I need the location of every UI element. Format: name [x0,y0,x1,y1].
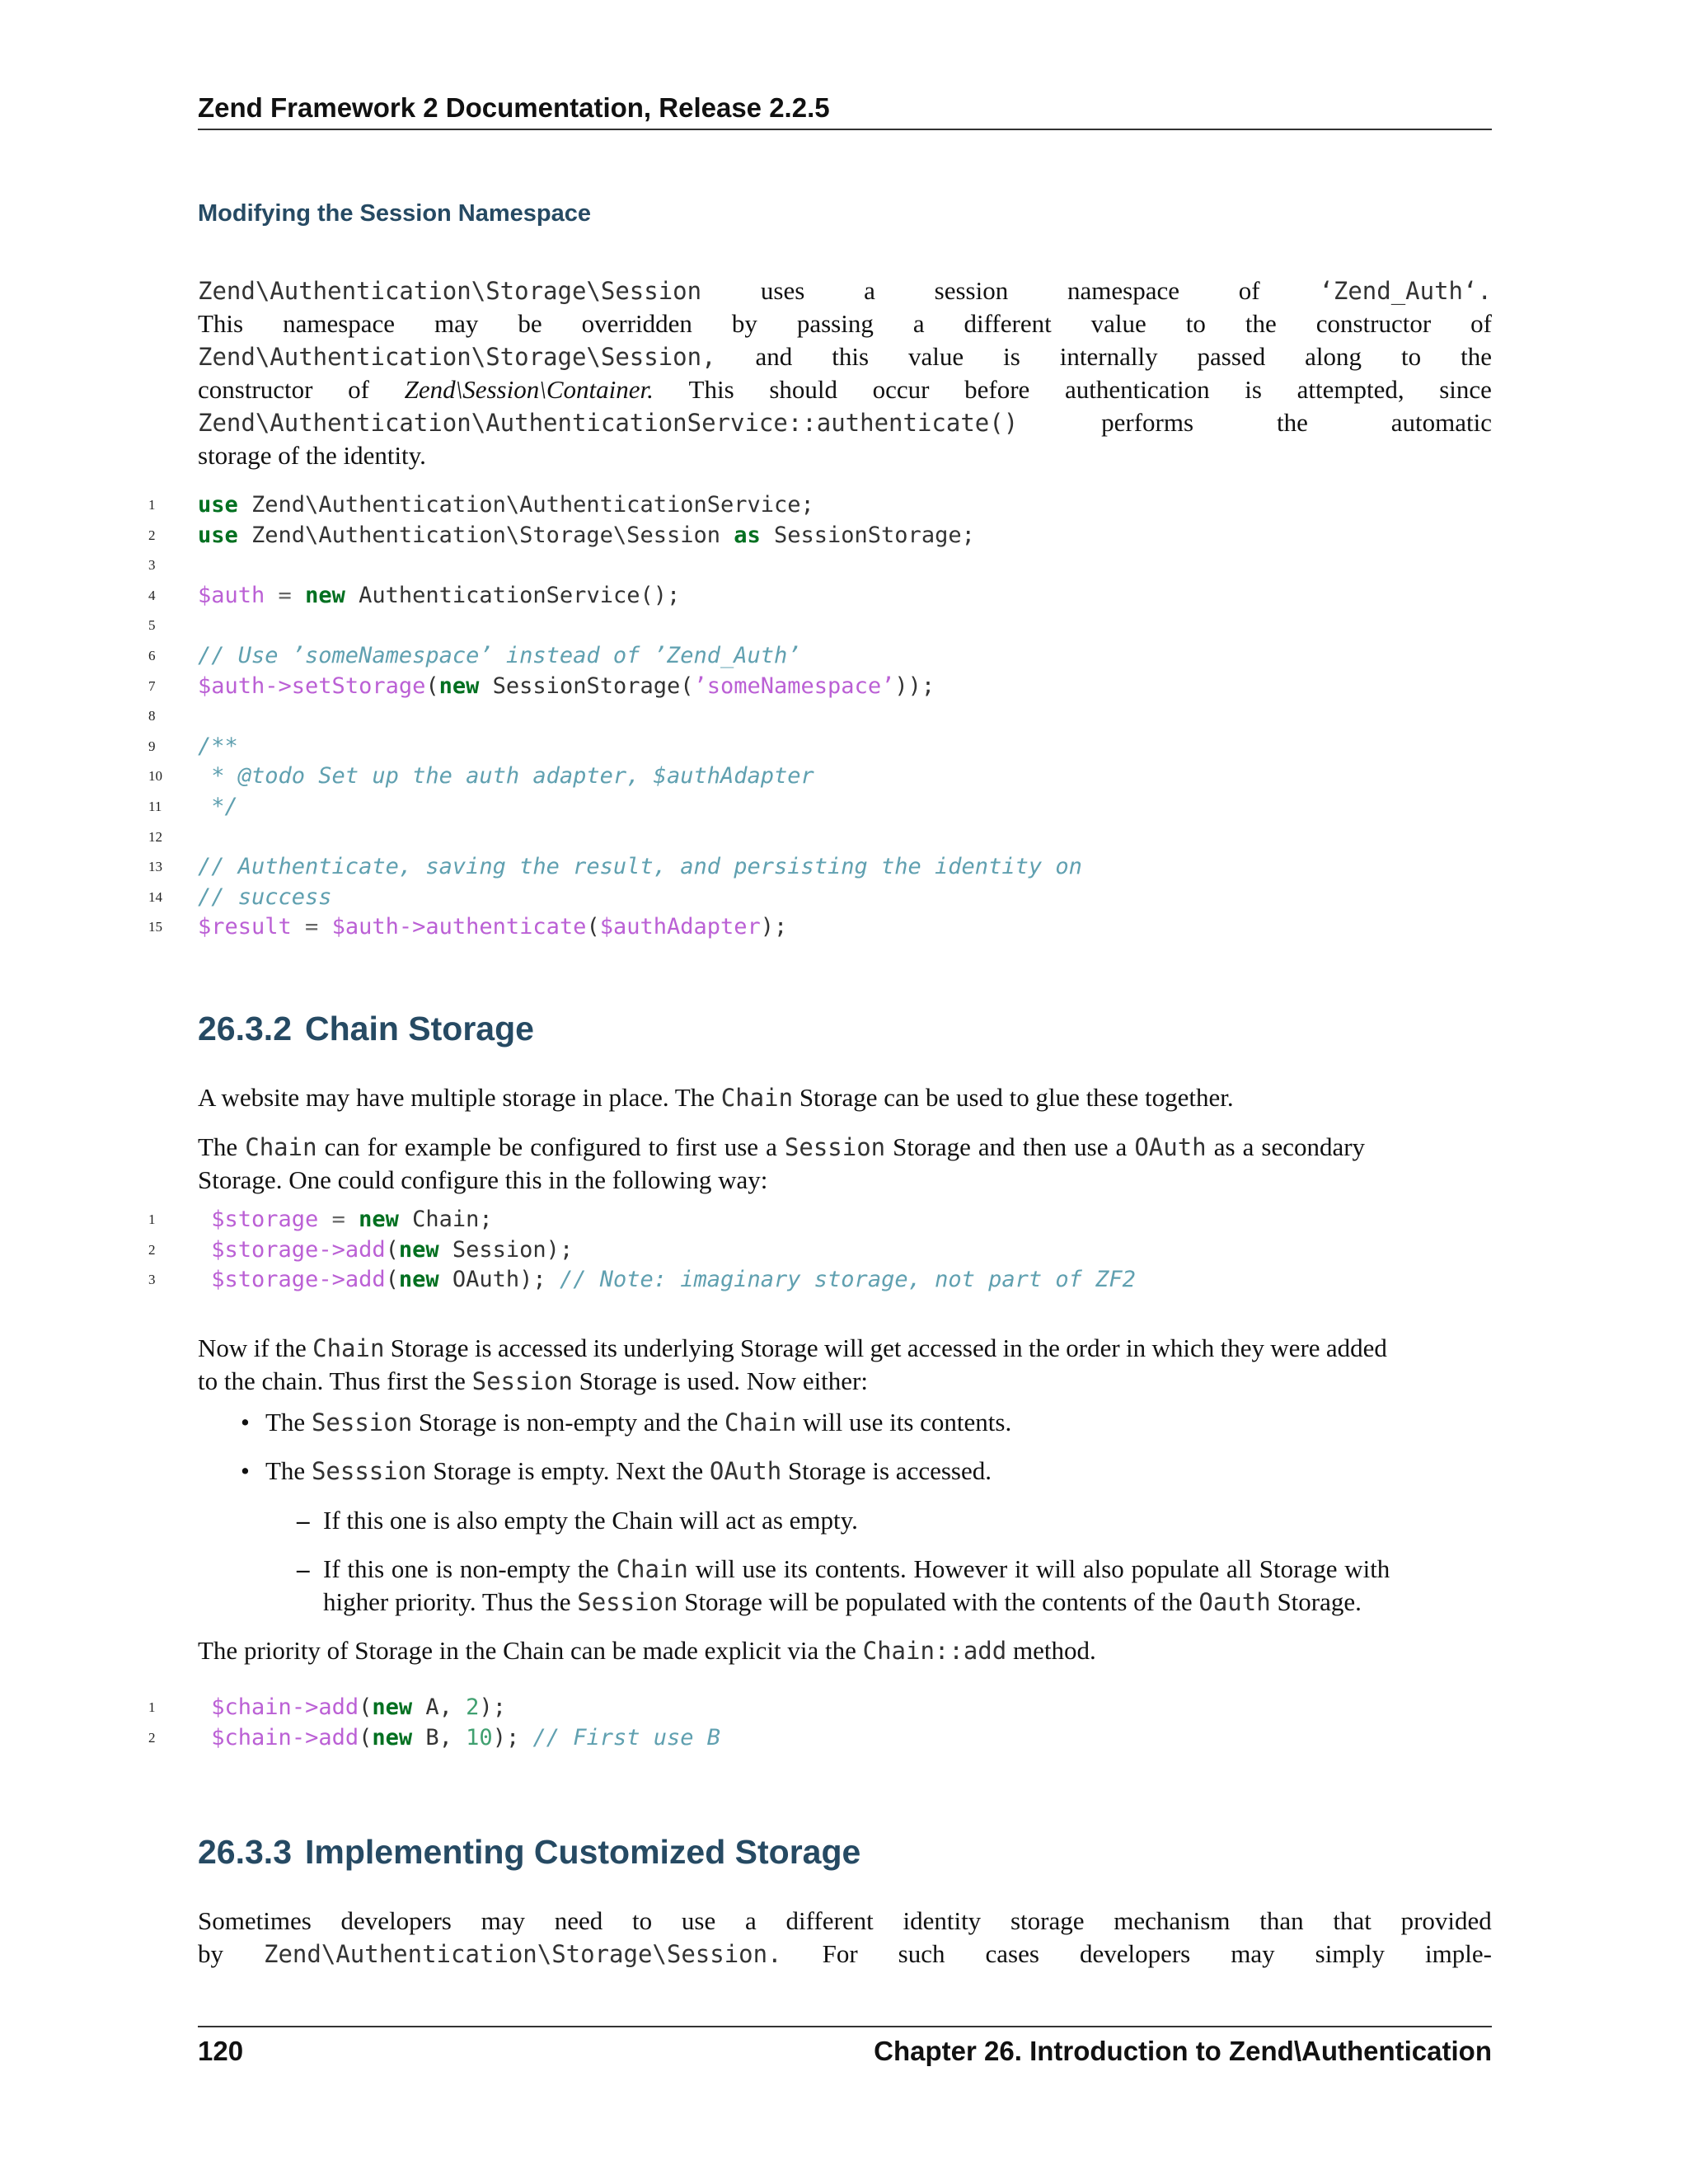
code-line [148,1693,1492,1723]
word: Sometimes [198,1906,312,1935]
keyword: new [372,1694,413,1720]
word: overridden [581,309,692,338]
word: passed [1197,342,1266,371]
word: by [198,1939,223,1968]
variable: $chain [211,1694,292,1720]
text: If this one is also empty the Chain will act as empty. [323,1506,858,1535]
list-item [241,1406,1492,1439]
paragraph-chain-access-order [198,1332,1492,1398]
word: passing [796,309,874,338]
word: be [518,309,542,338]
paragraph-line [198,1131,1492,1164]
list-item-nested [297,1553,1492,1619]
paragraph-line-4 [198,373,1492,406]
keyword: new [359,1207,399,1232]
bullet-icon: • [241,1456,250,1485]
line-number: 7 [148,677,156,694]
keyword: new [438,673,480,699]
word: developers [1079,1939,1191,1968]
code-text: ); [492,1724,520,1750]
code-text: Zend\Authentication\AuthenticationService; [237,492,814,518]
keyword: new [398,1267,439,1293]
code-text: Session); [438,1236,574,1263]
text: Now if the [198,1333,313,1362]
word: simply [1315,1939,1386,1968]
word: For [822,1939,858,1968]
header-title: Zend Framework 2 Documentation, Release 2.2.5 [198,92,830,123]
code-line [148,1265,1492,1296]
word: use [681,1906,716,1935]
word: the [1276,408,1308,437]
code-line [148,641,1492,672]
code-inline: Session [784,1133,886,1161]
method-call: ->add [318,1267,386,1293]
word: may [1231,1939,1275,1968]
code-block-session-namespace [148,490,1492,943]
code-inline: Chain [616,1555,688,1583]
method-call: ->add [291,1724,359,1750]
section-title: Implementing Customized Storage [305,1833,861,1871]
text: Storage and then use a [885,1132,1135,1161]
method-call: ->add [291,1694,359,1720]
text: If this one is non-empty the [323,1554,617,1583]
word: value [1090,309,1146,338]
line-number: 12 [148,828,162,845]
keyword: new [398,1236,439,1263]
code-comment: // First use B [519,1724,721,1750]
code-text: ( [359,1724,373,1750]
word: uses [760,276,805,305]
word: developers [340,1906,452,1935]
code-line [148,1235,1492,1266]
variable: $result [198,914,292,940]
word: a [912,309,925,338]
text: Storage is accessed its underlying Storage will get accessed in the order in which they were added [384,1333,1387,1362]
section-heading-customized-storage [198,1833,860,1872]
code-line [148,852,1492,883]
word: since [1439,375,1492,404]
word: different [785,1906,874,1935]
text: as a secondary [1206,1132,1366,1161]
word: a [864,276,875,305]
paragraph-line-2 [198,307,1492,340]
code-line [148,672,1492,702]
code-comment: * @todo Set up the auth adapter, $authAdapter [198,763,814,790]
word: identity [903,1906,982,1935]
code-text: Chain; [398,1207,493,1232]
text: will use its contents. [796,1408,1012,1436]
line-number: 14 [148,888,162,905]
word: is [1003,342,1020,371]
variable: $storage [211,1236,319,1263]
code-line [148,732,1492,762]
keyword: new [372,1724,413,1750]
list-item [241,1455,1492,1488]
variable: $auth [198,673,265,699]
code-inline: OAuth [709,1457,782,1485]
operator: = [318,1207,359,1232]
text: method. [1006,1636,1096,1665]
code-text: SessionStorage; [760,522,975,548]
line-number: 2 [148,1729,156,1746]
code-inline: Session [577,1588,678,1616]
paragraph-line [198,1938,1492,1971]
dash-icon: – [297,1506,310,1535]
code-line [148,581,1492,612]
word: of [348,375,369,404]
code-inline: Zend\Authentication\Storage\Session, [198,343,716,371]
text: The [265,1408,312,1436]
paragraph-line [198,1332,1492,1365]
code-inline: Chain [724,1408,797,1436]
paragraph-line-1 [198,274,1492,307]
paragraph-session-namespace [198,274,1492,472]
word: to [1185,309,1206,338]
paragraph-line-6: storage of the identity. [198,441,426,470]
word: the [1245,309,1277,338]
line-number: 3 [148,1272,156,1288]
variable: $chain [211,1724,292,1750]
string-literal: ’someNamespace’ [693,673,895,699]
text: The [198,1132,246,1161]
code-text: ); [760,914,788,940]
keyword: use [198,522,238,548]
code-text: ( [586,914,600,940]
word: This [688,375,734,404]
code-comment: */ [198,793,238,819]
code-line [148,611,1492,641]
code-line [148,792,1492,823]
line-number: 10 [148,768,162,785]
code-text: B, [412,1724,467,1750]
line-number: 15 [148,919,162,935]
word: need [554,1906,603,1935]
code-inline: Chain::add [862,1637,1007,1665]
word: session [934,276,1009,305]
text: Storage. [1270,1587,1362,1616]
code-comment: // Use ’someNamespace’ instead of ’Zend_Auth’ [198,642,801,668]
text: Storage is non-empty and the [412,1408,724,1436]
section-title: Chain Storage [305,1010,534,1047]
word: may [434,309,479,338]
code-inline: Sesssion [311,1457,427,1485]
operator: = [265,582,306,608]
paragraph-line [198,1905,1492,1938]
word: imple- [1425,1939,1492,1968]
word: different [964,309,1052,338]
line-number: 1 [148,497,156,513]
code-inline: Oauth [1198,1588,1271,1616]
number-literal: 2 [466,1694,480,1720]
word: value [908,342,964,371]
list-item-nested [297,1504,1492,1537]
text: Storage is used. Now either: [572,1366,868,1395]
line-number: 9 [148,738,156,754]
word: to [1401,342,1422,371]
method-call: ->setStorage [265,673,426,699]
code-line [148,912,1492,943]
text: will use its contents. However it will also populate all Storage with [687,1554,1390,1583]
word: to [632,1906,653,1935]
text: A website may have multiple storage in place. The [198,1083,721,1112]
paragraph-line: Storage. One could configure this in the following way: [198,1165,768,1194]
word: internally [1059,342,1158,371]
section-heading-modifying-session-namespace: Modifying the Session Namespace [198,200,592,227]
word: that [1333,1906,1372,1935]
method-call: ->add [318,1236,386,1263]
code-inline: Zend\Authentication\AuthenticationService::authenticate() [198,409,1019,437]
number-literal: 10 [466,1724,493,1750]
word: storage [1010,1906,1085,1935]
bullet-icon: • [241,1408,250,1436]
word: authentication [1064,375,1210,404]
word: the [1461,342,1492,371]
code-inline: Session [471,1367,573,1395]
dash-icon: – [297,1554,310,1583]
footer-chapter: Chapter 26. Introduction to Zend\Authentication [874,2036,1492,2066]
variable: $storage [211,1267,319,1293]
paragraph-chain-intro [198,1081,1492,1114]
line-number: 6 [148,647,156,663]
text: Storage will be populated with the contents of the [678,1587,1199,1616]
code-line [148,490,1492,521]
word: mechanism [1114,1906,1231,1935]
word: such [898,1939,945,1968]
page-number: 120 [198,2036,244,2066]
code-inline: Zend\Authentication\Storage\Session. [264,1940,782,1968]
code-text: A, [412,1694,467,1720]
text: to the chain. Thus first the [198,1366,472,1395]
text: Storage can be used to glue these together. [793,1083,1234,1112]
code-text: SessionStorage( [479,673,694,699]
word: performs [1101,408,1194,437]
code-line [148,701,1492,732]
word: namespace [283,309,396,338]
code-inline: OAuth [1134,1133,1207,1161]
code-text: ( [385,1236,399,1263]
paragraph-custom-storage [198,1905,1492,1971]
word: constructor [1315,309,1432,338]
code-line [148,883,1492,913]
word: of [1470,309,1492,338]
line-number: 2 [148,1241,156,1258]
line-number: 1 [148,1212,156,1227]
section-number: 26.3.3 [198,1833,292,1871]
word: before [964,375,1030,404]
code-text: OAuth); [438,1267,546,1293]
variable: $authAdapter [599,914,761,940]
code-line [148,762,1492,792]
code-inline: Chain [312,1334,385,1362]
code-comment: // success [198,883,332,910]
code-comment: // Authenticate, saving the result, and persisting the identity on [198,854,1082,880]
line-number: 4 [148,587,156,603]
word: along [1305,342,1362,371]
word: by [731,309,757,338]
text: higher priority. Thus the [323,1587,578,1616]
code-text: Zend\Authentication\Storage\Session [237,522,734,548]
operator: = [291,914,332,940]
code-text: ( [359,1694,373,1720]
code-text: ( [385,1267,399,1293]
line-number: 13 [148,859,162,875]
code-line [148,823,1492,853]
line-number: 5 [148,617,156,634]
running-footer [198,2026,1492,2067]
code-line [148,521,1492,551]
text: Storage is empty. Next the [426,1456,710,1485]
code-text: )); [894,673,935,699]
code-line [148,551,1492,581]
section-number: 26.3.2 [198,1010,292,1047]
word: a [745,1906,757,1935]
class-name-italic: Zend\Session\Container. [404,375,654,404]
keyword: new [305,582,345,608]
word: and [755,342,793,371]
running-header [198,92,1492,130]
variable: $auth [198,582,265,608]
word: of [1238,276,1260,305]
word: cases [985,1939,1039,1968]
code-inline: ‘Zend_Auth‘. [1319,277,1492,305]
paragraph-line [198,1365,1492,1398]
word: namespace [1067,276,1179,305]
word: occur [872,375,930,404]
word: should [769,375,837,404]
code-comment: // Note: imaginary storage, not part of ZF2 [546,1267,1136,1293]
code-line [148,1723,1492,1754]
line-number: 11 [148,798,162,814]
paragraph-line-5 [198,406,1492,439]
section-heading-chain-storage [198,1010,534,1048]
text: can for example be configured to first use a [316,1132,785,1161]
variable: $storage [211,1207,319,1232]
paragraph-line-3 [198,340,1492,373]
word: automatic [1390,408,1492,437]
text: Storage is accessed. [781,1456,992,1485]
word: This [198,309,244,338]
code-inline: Chain [720,1084,794,1112]
line-number: 2 [148,527,156,543]
code-text: ( [425,673,439,699]
method-call: ->authenticate [398,914,587,940]
text: The priority of Storage in the Chain can be made explicit via the [198,1636,863,1665]
code-text: ); [479,1694,506,1720]
code-inline: Session [311,1408,413,1436]
paragraph-chain-priority [198,1634,1492,1667]
keyword: as [734,522,761,548]
code-comment: /** [198,733,238,759]
variable: $auth [331,914,399,940]
line-number: 3 [148,557,156,574]
keyword: use [198,492,238,518]
line-number: 1 [148,1699,156,1715]
word: this [832,342,870,371]
code-inline: Zend\Authentication\Storage\Session [198,277,702,305]
word: constructor [198,375,313,404]
word: than [1259,1906,1304,1935]
text: The [265,1456,312,1485]
word: may [481,1906,525,1935]
word: is [1245,375,1262,404]
code-block-chain-storage [148,1205,1492,1296]
word: attempted, [1296,375,1404,404]
code-text: AuthenticationService(); [345,582,681,608]
line-number: 8 [148,708,156,724]
code-block-chain-priority [148,1693,1492,1753]
code-line [148,1205,1492,1235]
paragraph-chain-config [198,1131,1492,1197]
code-inline: Chain [245,1133,317,1161]
word: provided [1400,1906,1492,1935]
